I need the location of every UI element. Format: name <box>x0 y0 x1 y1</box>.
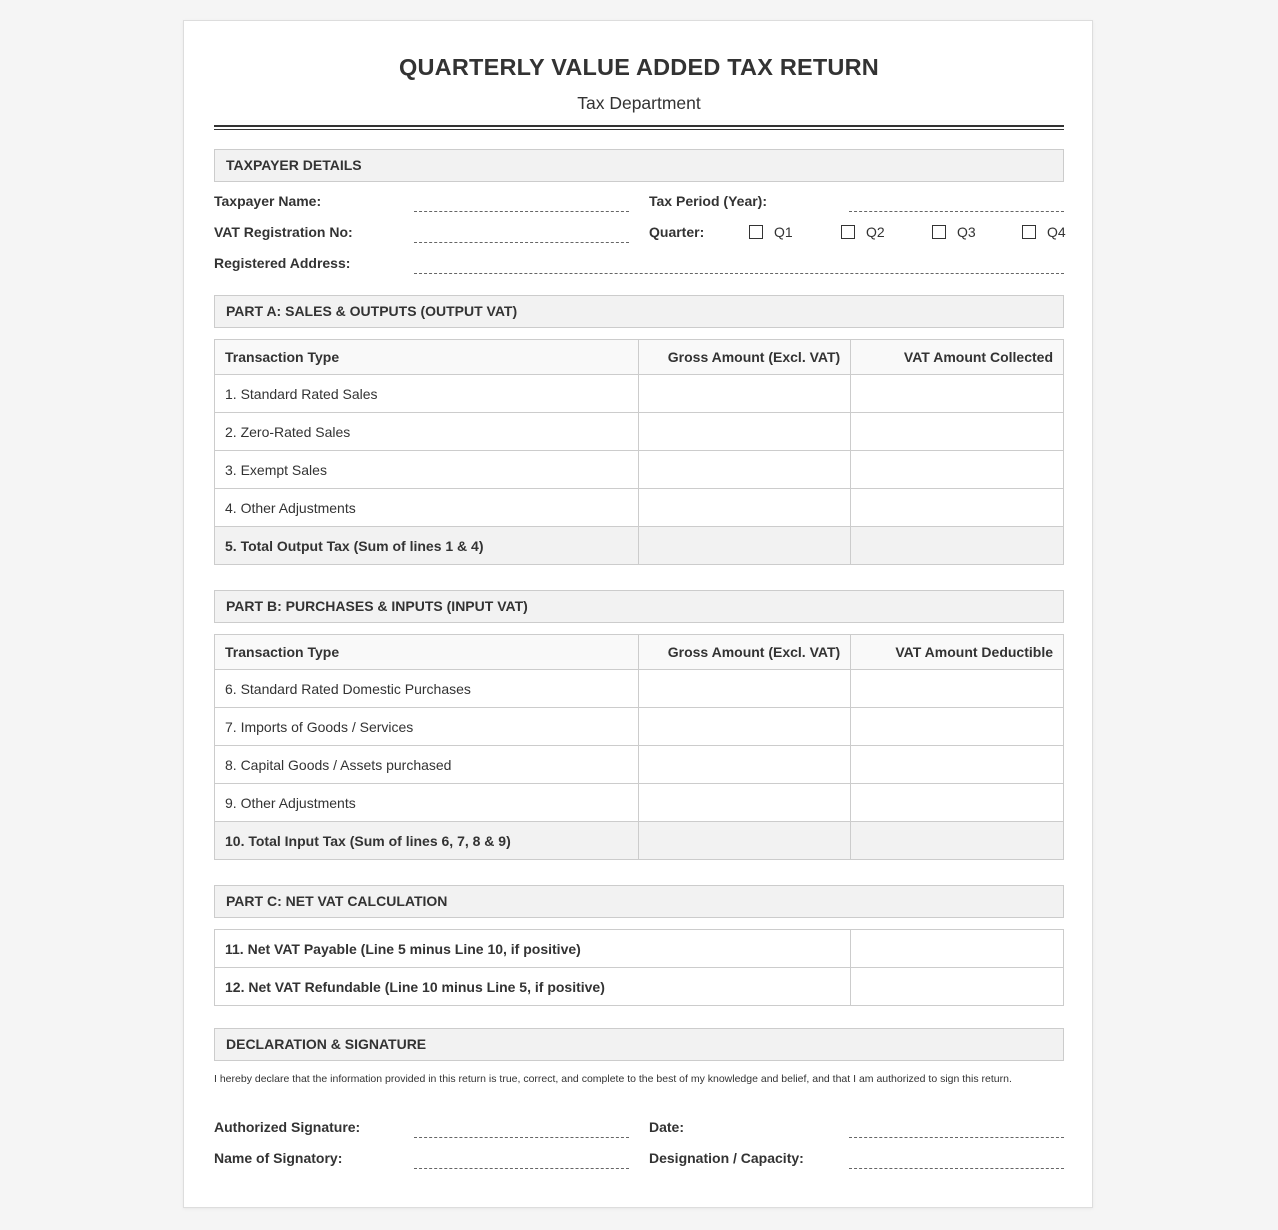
declaration-text: I hereby declare that the information provided in this return is true, correct, and complete to the best of my knowledge and belief, and that I am authorized to sign this return. <box>214 1073 1012 1085</box>
row-label: 9. Other Adjustments <box>215 784 639 822</box>
quarter-q1-label: Q1 <box>774 224 793 240</box>
row-label: 4. Other Adjustments <box>215 489 639 527</box>
table-row <box>215 930 1064 968</box>
quarter-q4-label: Q4 <box>1047 224 1066 240</box>
section-part-b: PART B: PURCHASES & INPUTS (INPUT VAT) <box>214 590 1064 623</box>
column-header: Gross Amount (Excl. VAT) <box>639 635 851 670</box>
quarter-label: Quarter: <box>649 224 705 240</box>
gross-amount-cell[interactable] <box>639 708 851 746</box>
vat-amount-cell[interactable] <box>851 489 1064 527</box>
column-header: VAT Amount Collected <box>851 340 1064 375</box>
gross-amount-cell[interactable] <box>639 413 851 451</box>
table-row <box>215 375 1064 413</box>
table-row <box>215 670 1064 708</box>
quarter-q3-checkbox[interactable] <box>932 225 946 239</box>
table-row <box>215 413 1064 451</box>
section-part-a: PART A: SALES & OUTPUTS (OUTPUT VAT) <box>214 295 1064 328</box>
vat-amount-cell[interactable] <box>851 451 1064 489</box>
registered-address-label: Registered Address: <box>214 255 351 271</box>
designation-field[interactable] <box>849 1168 1064 1169</box>
vat-amount-cell[interactable] <box>851 784 1064 822</box>
vat-amount-cell[interactable] <box>851 822 1064 860</box>
tax-period-field[interactable] <box>849 211 1064 212</box>
quarter-q1-checkbox[interactable] <box>749 225 763 239</box>
total-row <box>215 822 1064 860</box>
vat-registration-field[interactable] <box>414 242 629 243</box>
part-b-table <box>214 634 1064 860</box>
form-subtitle: Tax Department <box>577 93 701 113</box>
gross-amount-cell[interactable] <box>639 784 851 822</box>
row-label: 3. Exempt Sales <box>215 451 639 489</box>
signature-field[interactable] <box>414 1137 629 1138</box>
row-label: 1. Standard Rated Sales <box>215 375 639 413</box>
part-a-table <box>214 339 1064 565</box>
quarter-q2-label: Q2 <box>866 224 885 240</box>
table-row <box>215 708 1064 746</box>
column-header: Transaction Type <box>215 635 639 670</box>
row-label: 8. Capital Goods / Assets purchased <box>215 746 639 784</box>
vat-amount-cell[interactable] <box>851 670 1064 708</box>
row-label: 6. Standard Rated Domestic Purchases <box>215 670 639 708</box>
section-taxpayer-details: TAXPAYER DETAILS <box>214 149 1064 182</box>
gross-amount-cell[interactable] <box>639 670 851 708</box>
taxpayer-name-field[interactable] <box>414 211 629 212</box>
table-row <box>215 784 1064 822</box>
row-label: 5. Total Output Tax (Sum of lines 1 & 4) <box>215 527 639 565</box>
column-header: Transaction Type <box>215 340 639 375</box>
gross-amount-cell[interactable] <box>639 451 851 489</box>
row-label: 10. Total Input Tax (Sum of lines 6, 7, 8 & 9) <box>215 822 639 860</box>
signatory-name-field[interactable] <box>414 1168 629 1169</box>
total-row <box>215 527 1064 565</box>
net-vat-refundable-cell[interactable] <box>851 968 1064 1006</box>
row-label: 2. Zero-Rated Sales <box>215 413 639 451</box>
gross-amount-cell[interactable] <box>639 527 851 565</box>
quarter-q4-checkbox[interactable] <box>1022 225 1036 239</box>
net-vat-payable-cell[interactable] <box>851 930 1064 968</box>
taxpayer-name-label: Taxpayer Name: <box>214 193 322 209</box>
quarter-q3-label: Q3 <box>957 224 976 240</box>
row-label: 11. Net VAT Payable (Line 5 minus Line 10, if positive) <box>215 930 851 968</box>
table-row <box>215 746 1064 784</box>
part-c-table <box>214 929 1064 1006</box>
header-rule-thick <box>214 125 1064 127</box>
row-label: 12. Net VAT Refundable (Line 10 minus Line 5, if positive) <box>215 968 851 1006</box>
date-field[interactable] <box>849 1137 1064 1138</box>
vat-registration-label: VAT Registration No: <box>214 224 353 240</box>
header-rule-thin <box>214 129 1064 130</box>
row-label: 7. Imports of Goods / Services <box>215 708 639 746</box>
section-part-c: PART C: NET VAT CALCULATION <box>214 885 1064 918</box>
registered-address-field[interactable] <box>414 273 1064 274</box>
table-row <box>215 968 1064 1006</box>
vat-amount-cell[interactable] <box>851 708 1064 746</box>
gross-amount-cell[interactable] <box>639 489 851 527</box>
designation-label: Designation / Capacity: <box>649 1150 804 1166</box>
date-label: Date: <box>649 1119 685 1135</box>
table-row <box>215 489 1064 527</box>
column-header: VAT Amount Deductible <box>851 635 1064 670</box>
vat-amount-cell[interactable] <box>851 413 1064 451</box>
form-title: QUARTERLY VALUE ADDED TAX RETURN <box>399 54 879 80</box>
gross-amount-cell[interactable] <box>639 746 851 784</box>
column-header: Gross Amount (Excl. VAT) <box>639 340 851 375</box>
vat-amount-cell[interactable] <box>851 527 1064 565</box>
signature-label: Authorized Signature: <box>214 1119 361 1135</box>
tax-period-label: Tax Period (Year): <box>649 193 768 209</box>
quarter-q2-checkbox[interactable] <box>841 225 855 239</box>
gross-amount-cell[interactable] <box>639 822 851 860</box>
signatory-name-label: Name of Signatory: <box>214 1150 343 1166</box>
form-page <box>183 20 1093 1208</box>
table-row <box>215 451 1064 489</box>
vat-amount-cell[interactable] <box>851 375 1064 413</box>
section-declaration: DECLARATION & SIGNATURE <box>214 1028 1064 1061</box>
vat-amount-cell[interactable] <box>851 746 1064 784</box>
gross-amount-cell[interactable] <box>639 375 851 413</box>
